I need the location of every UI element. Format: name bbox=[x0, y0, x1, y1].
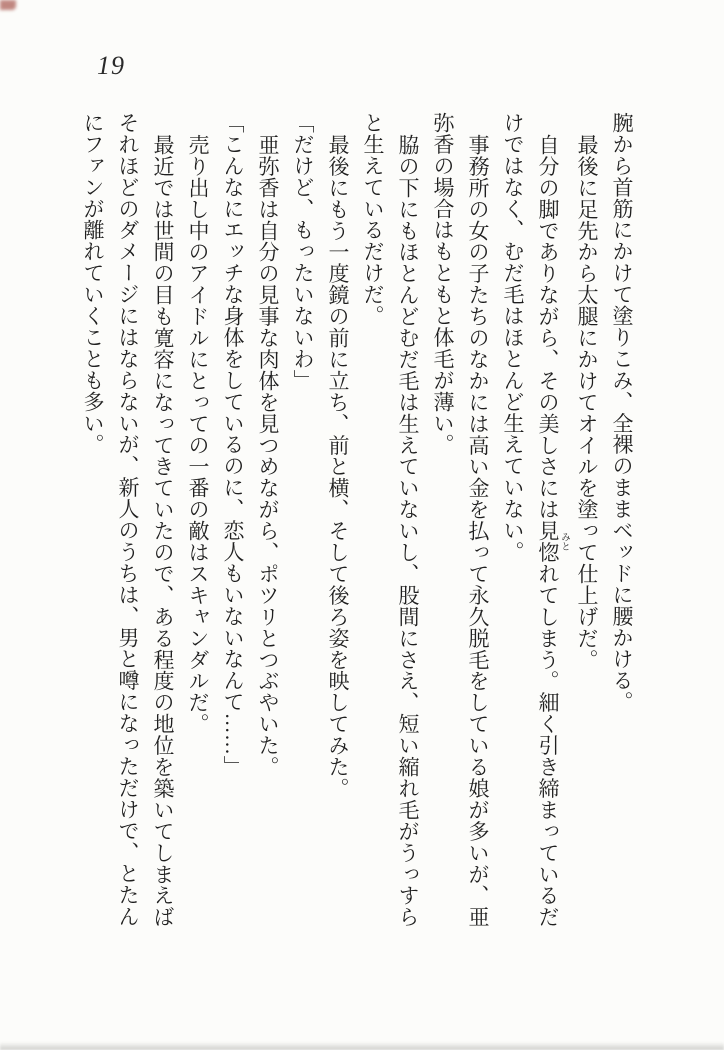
text-column: けではなく、むだ毛はほとんど生えていない。 bbox=[501, 112, 525, 563]
text-column: 最近では世間の目も寛容になってきていたので、ある程度の地位を築いてしまえば bbox=[151, 133, 175, 928]
text-column: 最後に足先から太腿にかけてオイルを塗って仕上げだ。 bbox=[575, 133, 599, 670]
text-column: 弥香の場合はもともと体毛が薄い。 bbox=[431, 112, 455, 456]
text-column: それほどのダメージにはならないが、新人のうちは、男と噂になっただけで、とたん bbox=[116, 112, 140, 928]
text-column: と生えているだけだ。 bbox=[361, 112, 385, 327]
scan-artifact-corner bbox=[0, 0, 16, 10]
furigana-ruby: 見惚 みと bbox=[536, 519, 569, 563]
text-column: 最後にもう一度鏡の前に立ち、前と横、そして後ろ姿を映してみた。 bbox=[326, 133, 350, 799]
page-text bbox=[75, 112, 639, 927]
text-column: 「だけど、もったいないわ」 bbox=[291, 112, 315, 391]
text-column: 売り出し中のアイドルにとっての一番の敵はスキャンダルだ。 bbox=[186, 133, 210, 735]
text-column: にファンが離れていくことも多い。 bbox=[81, 112, 105, 456]
page-number: 19 bbox=[97, 51, 125, 80]
text-column: 亜弥香は自分の見事な肉体を見つめながら、ポツリとつぶやいた。 bbox=[256, 133, 280, 777]
text-column: 脇の下にもほとんどむだ毛は生えていないし、股間にさえ、短い縮れ毛がうっすら bbox=[396, 133, 420, 928]
text-column: 「こんなにエッチな身体をしているのに、恋人もいないなんて……」 bbox=[221, 112, 245, 777]
scan-artifact-bottom-edge bbox=[0, 1042, 724, 1050]
text-column: 腕から首筋にかけて塗りこみ、全裸のままベッドに腰かける。 bbox=[610, 112, 634, 713]
text-column: 自分の脚でありながら、その美しさには見惚 みとれてしまう。細く引き締まっているだ bbox=[536, 133, 569, 928]
text-column: 事務所の女の子たちのなかには高い金を払って永久脱毛をしている娘が多いが、亜 bbox=[466, 133, 490, 928]
